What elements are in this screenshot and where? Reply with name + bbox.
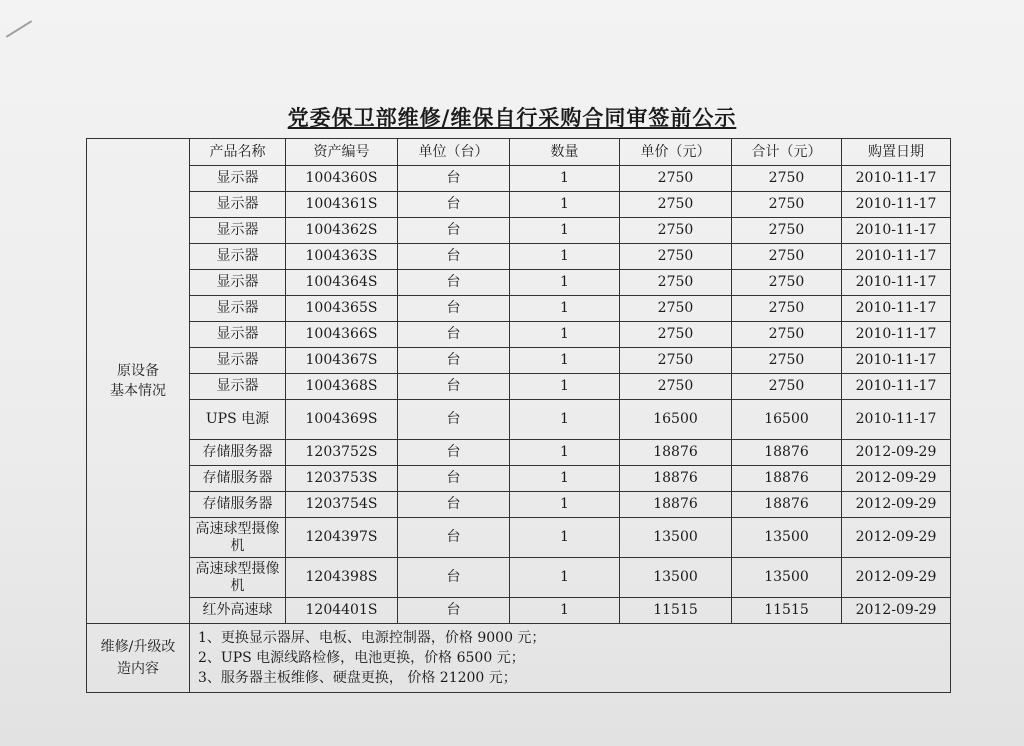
header-row <box>87 139 951 166</box>
cell-purchase-date: 2010-11-17 <box>842 192 951 218</box>
cell-total: 2750 <box>732 166 842 192</box>
cell-asset-id: 1204397S <box>286 518 398 558</box>
cell-quantity: 1 <box>510 166 620 192</box>
cell-asset-id: 1203753S <box>286 466 398 492</box>
cell-purchase-date: 2012-09-29 <box>842 518 951 558</box>
cell-unit: 台 <box>398 440 510 466</box>
cell-quantity: 1 <box>510 492 620 518</box>
cell-unit-price: 18876 <box>620 440 732 466</box>
cell-product-name: 显示器 <box>190 192 286 218</box>
section1-line2: 基本情况 <box>110 383 166 399</box>
cell-purchase-date: 2012-09-29 <box>842 558 951 598</box>
cell-purchase-date: 2010-11-17 <box>842 400 951 440</box>
title-text: 党委保卫部维修/维保自行采购合同审签前公示 <box>287 105 737 130</box>
section2-label <box>87 624 190 693</box>
cell-quantity: 1 <box>510 244 620 270</box>
cell-quantity: 1 <box>510 400 620 440</box>
repair-item: 2、UPS 电源线路检修，电池更换，价格 6500 元； <box>198 650 525 666</box>
cell-asset-id: 1004367S <box>286 348 398 374</box>
cell-unit: 台 <box>398 296 510 322</box>
cell-quantity: 1 <box>510 518 620 558</box>
cell-product-name: 显示器 <box>190 296 286 322</box>
cell-total: 13500 <box>732 518 842 558</box>
cell-quantity: 1 <box>510 440 620 466</box>
cell-unit-price: 2750 <box>620 322 732 348</box>
cell-asset-id: 1204398S <box>286 558 398 598</box>
cell-unit-price: 11515 <box>620 598 732 624</box>
cell-total: 2750 <box>732 218 842 244</box>
cell-unit: 台 <box>398 518 510 558</box>
col-header-price: 单价（元） <box>620 139 732 166</box>
cell-unit: 台 <box>398 598 510 624</box>
cell-asset-id: 1004364S <box>286 270 398 296</box>
cell-total: 16500 <box>732 400 842 440</box>
cell-unit-price: 18876 <box>620 466 732 492</box>
table-row <box>87 400 951 440</box>
cell-unit: 台 <box>398 218 510 244</box>
cell-quantity: 1 <box>510 192 620 218</box>
cell-total: 18876 <box>732 492 842 518</box>
table-row <box>87 518 951 558</box>
section1-line1: 原设备 <box>117 363 159 379</box>
cell-product-name: 显示器 <box>190 270 286 296</box>
col-header-date: 购置日期 <box>842 139 951 166</box>
repair-row <box>87 624 951 693</box>
cell-unit-price: 16500 <box>620 400 732 440</box>
cell-unit: 台 <box>398 192 510 218</box>
section1-label <box>87 139 190 624</box>
repair-content <box>190 624 951 693</box>
cell-unit: 台 <box>398 400 510 440</box>
cell-unit-price: 2750 <box>620 192 732 218</box>
page-title <box>0 102 1024 132</box>
cell-unit-price: 2750 <box>620 244 732 270</box>
cell-product-name: 显示器 <box>190 166 286 192</box>
cell-product-name: 显示器 <box>190 322 286 348</box>
cell-quantity: 1 <box>510 598 620 624</box>
cell-unit-price: 13500 <box>620 518 732 558</box>
cell-product-name: 显示器 <box>190 348 286 374</box>
cell-purchase-date: 2010-11-17 <box>842 296 951 322</box>
cell-purchase-date: 2010-11-17 <box>842 270 951 296</box>
cell-total: 2750 <box>732 322 842 348</box>
cell-unit-price: 13500 <box>620 558 732 598</box>
cell-quantity: 1 <box>510 270 620 296</box>
col-header-asset: 资产编号 <box>286 139 398 166</box>
cell-unit-price: 2750 <box>620 166 732 192</box>
cell-total: 2750 <box>732 270 842 296</box>
cell-total: 2750 <box>732 244 842 270</box>
table-row <box>87 296 951 322</box>
cell-unit-price: 18876 <box>620 492 732 518</box>
cell-product-name: 存储服务器 <box>190 440 286 466</box>
cell-unit-price: 2750 <box>620 348 732 374</box>
cell-product-name: 显示器 <box>190 244 286 270</box>
table-row <box>87 244 951 270</box>
cell-unit-price: 2750 <box>620 218 732 244</box>
repair-item: 3、服务器主板维修、硬盘更换， 价格 21200 元； <box>198 670 517 686</box>
cell-product-name: 高速球型摄像机 <box>190 518 286 558</box>
cell-unit: 台 <box>398 244 510 270</box>
cell-unit: 台 <box>398 348 510 374</box>
cell-unit: 台 <box>398 374 510 400</box>
cell-asset-id: 1004362S <box>286 218 398 244</box>
cell-quantity: 1 <box>510 296 620 322</box>
cell-asset-id: 1004368S <box>286 374 398 400</box>
cell-asset-id: 1203752S <box>286 440 398 466</box>
cell-quantity: 1 <box>510 466 620 492</box>
cell-unit: 台 <box>398 322 510 348</box>
cell-total: 18876 <box>732 466 842 492</box>
table-row <box>87 166 951 192</box>
cell-quantity: 1 <box>510 322 620 348</box>
cell-purchase-date: 2010-11-17 <box>842 374 951 400</box>
cell-product-name: 红外高速球 <box>190 598 286 624</box>
cell-asset-id: 1004363S <box>286 244 398 270</box>
cell-unit: 台 <box>398 166 510 192</box>
cell-product-name: 存储服务器 <box>190 466 286 492</box>
cell-quantity: 1 <box>510 558 620 598</box>
col-header-qty: 数量 <box>510 139 620 166</box>
table-row <box>87 322 951 348</box>
cell-asset-id: 1004366S <box>286 322 398 348</box>
cell-asset-id: 1204401S <box>286 598 398 624</box>
cell-total: 2750 <box>732 348 842 374</box>
cell-purchase-date: 2010-11-17 <box>842 218 951 244</box>
cell-product-name: 高速球型摄像机 <box>190 558 286 598</box>
cell-total: 2750 <box>732 192 842 218</box>
cell-quantity: 1 <box>510 374 620 400</box>
col-header-name: 产品名称 <box>190 139 286 166</box>
table-row <box>87 558 951 598</box>
cell-product-name: 存储服务器 <box>190 492 286 518</box>
cell-unit: 台 <box>398 558 510 598</box>
cell-asset-id: 1203754S <box>286 492 398 518</box>
col-header-unit: 单位（台） <box>398 139 510 166</box>
cell-total: 11515 <box>732 598 842 624</box>
cell-purchase-date: 2012-09-29 <box>842 492 951 518</box>
cell-purchase-date: 2012-09-29 <box>842 598 951 624</box>
table-row <box>87 218 951 244</box>
pen-mark <box>6 20 33 38</box>
table-row <box>87 374 951 400</box>
table-row <box>87 492 951 518</box>
table-row <box>87 348 951 374</box>
cell-unit: 台 <box>398 492 510 518</box>
cell-quantity: 1 <box>510 218 620 244</box>
cell-asset-id: 1004361S <box>286 192 398 218</box>
cell-total: 13500 <box>732 558 842 598</box>
cell-asset-id: 1004369S <box>286 400 398 440</box>
cell-unit-price: 2750 <box>620 270 732 296</box>
table-row <box>87 440 951 466</box>
cell-product-name: 显示器 <box>190 218 286 244</box>
table-row <box>87 192 951 218</box>
cell-unit: 台 <box>398 466 510 492</box>
cell-unit-price: 2750 <box>620 374 732 400</box>
table-row <box>87 598 951 624</box>
cell-total: 2750 <box>732 296 842 322</box>
cell-quantity: 1 <box>510 348 620 374</box>
cell-unit-price: 2750 <box>620 296 732 322</box>
table-row <box>87 270 951 296</box>
section2-line1: 维修/升级改 <box>100 639 176 655</box>
cell-purchase-date: 2010-11-17 <box>842 244 951 270</box>
cell-purchase-date: 2010-11-17 <box>842 348 951 374</box>
table-row <box>87 466 951 492</box>
asset-table <box>86 138 951 693</box>
cell-total: 2750 <box>732 374 842 400</box>
repair-item: 1、更换显示器屏、电板、电源控制器，价格 9000 元； <box>198 630 546 646</box>
col-header-total: 合计（元） <box>732 139 842 166</box>
cell-asset-id: 1004360S <box>286 166 398 192</box>
cell-purchase-date: 2010-11-17 <box>842 166 951 192</box>
cell-asset-id: 1004365S <box>286 296 398 322</box>
cell-purchase-date: 2010-11-17 <box>842 322 951 348</box>
cell-product-name: 显示器 <box>190 374 286 400</box>
cell-product-name: UPS 电源 <box>190 400 286 440</box>
section2-line2: 造内容 <box>117 661 159 677</box>
cell-purchase-date: 2012-09-29 <box>842 466 951 492</box>
cell-purchase-date: 2012-09-29 <box>842 440 951 466</box>
cell-unit: 台 <box>398 270 510 296</box>
cell-total: 18876 <box>732 440 842 466</box>
